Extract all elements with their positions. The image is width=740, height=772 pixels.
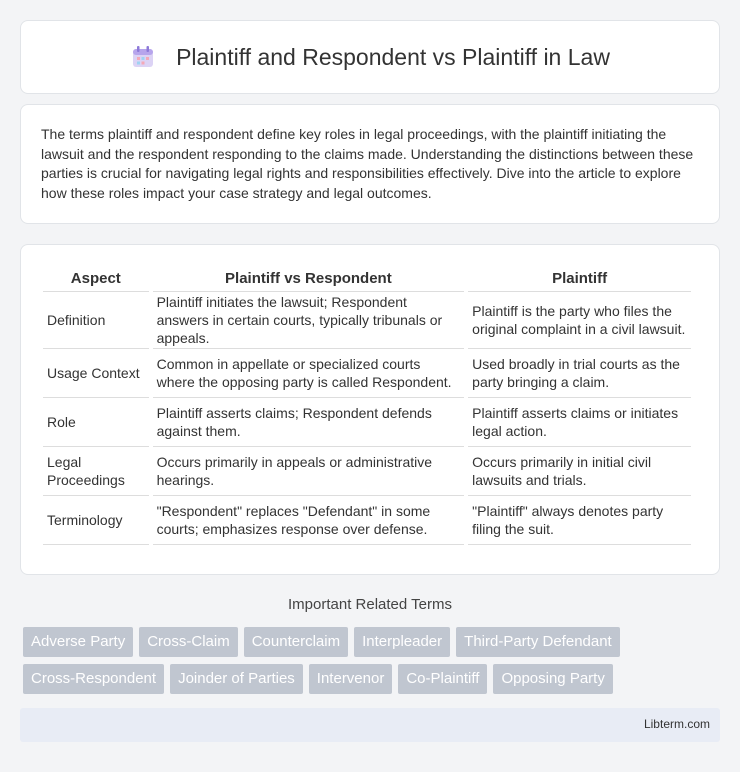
cell-plaintiff: Plaintiff is the party who files the original complaint in a civil lawsuit.: [468, 292, 691, 349]
title-wrap: [130, 44, 610, 71]
cell-plaintiff-vs-respondent: Occurs primarily in appeals or administrative hearings.: [153, 447, 465, 496]
tag-row: [23, 627, 723, 657]
cell-aspect: Terminology: [43, 496, 149, 545]
footer: [20, 708, 720, 742]
cell-aspect: Legal Proceedings: [43, 447, 149, 496]
cell-plaintiff: Plaintiff asserts claims or initiates legal action.: [468, 398, 691, 447]
cell-plaintiff-vs-respondent: Common in appellate or specialized courts where the opposing party is called Respondent.: [153, 349, 465, 398]
intro-text: The terms plaintiff and respondent define key roles in legal proceedings, with the plaintiff initiating the lawsuit and the respondent responding to the claims made. Understanding the distinctions between these parties is crucial for navigating legal rights and responsibilities effectively. Dive into the article to explore how these roles impact your case strategy and legal outcomes.: [41, 126, 694, 201]
tag-cross-claim[interactable]: Cross-Claim: [139, 627, 238, 657]
comparison-table: [39, 263, 695, 545]
cell-plaintiff: "Plaintiff" always denotes party filing the suit.: [468, 496, 691, 545]
cell-aspect: Role: [43, 398, 149, 447]
cell-plaintiff-vs-respondent: Plaintiff initiates the lawsuit; Respondent answers in certain courts, typically tribunals or appeals.: [153, 292, 465, 349]
footer-site-link[interactable]: Libterm.com: [643, 717, 710, 731]
comparison-table-card: [20, 244, 720, 575]
table-row: [43, 292, 691, 349]
table-header-row: [43, 263, 691, 292]
cell-aspect: Definition: [43, 292, 149, 349]
header-plaintiff: Plaintiff: [468, 263, 691, 292]
table-row: [43, 496, 691, 545]
tag-co-plaintiff[interactable]: Co-Plaintiff: [398, 664, 487, 694]
tag-adverse-party[interactable]: Adverse Party: [23, 627, 133, 657]
cell-plaintiff-vs-respondent: "Respondent" replaces "Defendant" in some courts; emphasizes response over defense.: [153, 496, 465, 545]
related-terms-tags: [23, 627, 723, 701]
tag-third-party-defendant[interactable]: Third-Party Defendant: [456, 627, 620, 657]
table-row: [43, 349, 691, 398]
tag-cross-respondent[interactable]: Cross-Respondent: [23, 664, 164, 694]
tag-interpleader[interactable]: Interpleader: [354, 627, 450, 657]
calendar-icon: [130, 44, 156, 70]
header-aspect: Aspect: [43, 263, 149, 292]
intro-card: [20, 104, 720, 224]
table-row: [43, 447, 691, 496]
page-title: Plaintiff and Respondent vs Plaintiff in Law: [176, 43, 610, 70]
header-plaintiff-vs-respondent: Plaintiff vs Respondent: [153, 263, 465, 292]
cell-plaintiff-vs-respondent: Plaintiff asserts claims; Respondent defends against them.: [153, 398, 465, 447]
tag-counterclaim[interactable]: Counterclaim: [244, 627, 348, 657]
tag-opposing-party[interactable]: Opposing Party: [493, 664, 612, 694]
tag-row: [23, 664, 723, 694]
tag-joinder-of-parties[interactable]: Joinder of Parties: [170, 664, 303, 694]
header-card: [20, 20, 720, 94]
related-terms-heading: Important Related Terms: [288, 596, 452, 613]
cell-aspect: Usage Context: [43, 349, 149, 398]
table-row: [43, 398, 691, 447]
cell-plaintiff: Occurs primarily in initial civil lawsuits and trials.: [468, 447, 691, 496]
tag-intervenor[interactable]: Intervenor: [309, 664, 393, 694]
cell-plaintiff: Used broadly in trial courts as the party bringing a claim.: [468, 349, 691, 398]
